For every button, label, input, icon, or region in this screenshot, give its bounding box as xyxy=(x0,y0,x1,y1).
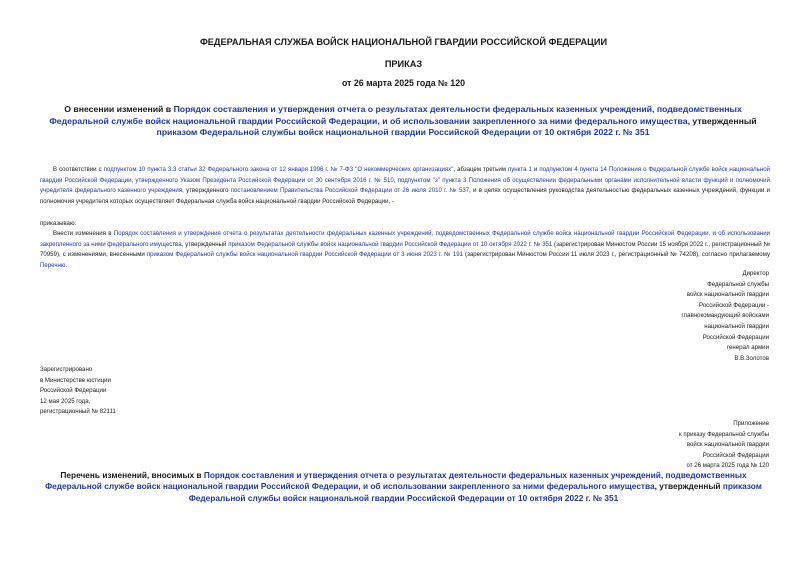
preamble-paragraph xyxy=(40,165,770,207)
preamble-text: , xyxy=(393,176,398,184)
signature-block xyxy=(629,269,769,364)
signature-line: войск национальной гвардии xyxy=(686,291,769,299)
appendix-line: войск национальной гвардии xyxy=(686,441,769,449)
operative-text: (зарегистрирован Минюстом России 11 июля 2023 г., регистрационный № 74208), согласно прилагаемому xyxy=(463,251,770,259)
signature-line: Российской Федерации xyxy=(702,333,769,341)
operative-text: (зарегистрирован Минюстом России 15 ноября 2022 г., регистрационный № 70959), с изменениями, внесенными xyxy=(40,240,770,259)
appendix-line: Приложение xyxy=(733,420,769,427)
list-of-changes-title xyxy=(40,470,767,504)
order-verb: приказываю: xyxy=(40,220,77,227)
registration-line: Российской Федерации xyxy=(40,387,107,395)
preamble-text: и xyxy=(531,166,540,173)
operative-text: . xyxy=(65,261,68,269)
list-title-link-procedure[interactable]: Порядок составления и утверждения отчета о результатах деятельности федеральных казенных учреждений, подведомственных Федеральной службе войск национальной гвардии Российской Федерации, и об использовании закрепленного за ними федерального имущества xyxy=(45,470,747,492)
link-order-191[interactable]: приказом Федеральной службы войск национальной гвардии Российской Федерации от 3 июня 2023 г. № 191 xyxy=(146,251,464,259)
link-regulation-founder-functions[interactable]: подпунктом "з" пункта 3 Положения об осуществлении федеральными органами исполнительной власти функций и полномочий учредителя федерального казенного учреждения xyxy=(40,176,770,195)
appendix-line: Российской Федерации xyxy=(702,451,769,459)
organization-heading: ФЕДЕРАЛЬНАЯ СЛУЖБА ВОЙСК НАЦИОНАЛЬНОЙ ГВАРДИИ РОССИЙСКОЙ ФЕДЕРАЦИИ xyxy=(199,37,608,47)
preamble-text: В соответствии с xyxy=(53,166,104,173)
link-point-1[interactable]: пункта 1 xyxy=(507,166,532,173)
appendix-line: от 26 марта 2025 года № 120 xyxy=(686,462,769,470)
link-list-of-changes[interactable]: Перечню xyxy=(40,261,66,269)
signatory-name: В.В.Золотов xyxy=(734,354,769,362)
link-order-351[interactable]: приказом Федеральной службы войск национальной гвардии Российской Федерации от 10 октября 2022 г. № 351 xyxy=(228,240,553,248)
registration-line: регистрационный № 82111 xyxy=(40,408,116,416)
appendix-line: к приказу Федеральной службы xyxy=(679,430,769,438)
link-regulation-decree-510[interactable]: подпунктом 4 пункта 14 Положения о Федеральной службе войск национальной гвардии Российской Федерации, утвержденного Указом Президента Российской Федерации от 30 сентября 2016 г. № 510 xyxy=(40,166,771,184)
signature-line: главнокомандующий войсками xyxy=(681,312,769,320)
operative-paragraph xyxy=(40,229,770,271)
title-middle: , утвержденный xyxy=(687,115,757,126)
signature-line: национальной гвардии xyxy=(704,322,769,330)
document-type-heading: ПРИКАЗ xyxy=(384,59,423,69)
operative-text: , утвержденный xyxy=(181,240,229,248)
title-link-order-351[interactable]: приказом Федеральной службы войск национальной гвардии Российской Федерации от 10 октября 2022 г. № 351 xyxy=(156,127,650,137)
title-prefix: О внесении изменений в xyxy=(64,104,174,114)
order-date-number: от 26 марта 2025 года № 120 xyxy=(342,78,465,88)
list-title-middle: , утвержденный xyxy=(654,481,723,492)
appendix-block xyxy=(609,419,769,472)
preamble-text: , абзацем третьим xyxy=(453,166,508,173)
title-link-procedure[interactable]: Порядок составления и утверждения отчета о результатах деятельности федеральных казенных учреждений, подведомственных Федеральной службе войск национальной гвардии Российской Федерации, и об использовании закрепленного за ними федерального имущества xyxy=(49,104,742,126)
list-title-prefix: Перечень изменений, вносимых в xyxy=(60,470,204,480)
link-procedure[interactable]: Порядок составления и утверждения отчета о результатах деятельности федеральных казенных учреждений, подведомственных Федеральной службе войск национальной гвардии Российской Федерации, и об использовании закрепленного за ними федерального имущества xyxy=(40,230,771,248)
preamble-text: , и в целях осуществления руководства деятельностью федеральных казенных учреждений, функции и полномочия учредителя которых осуществляет Федеральная служба войск национальной гвардии Российской Федерации, - xyxy=(40,187,770,205)
registration-line: 12 мая 2025 года, xyxy=(40,397,91,405)
signature-line: Федеральной службы xyxy=(707,280,769,288)
operative-text: Внести изменения в xyxy=(53,230,114,237)
signature-line: генерал армии xyxy=(726,344,769,352)
list-title-link-order-351[interactable]: приказом Федеральной службы войск национальной гвардии Российской Федерации от 10 октября 2022 г. № 351 xyxy=(188,481,762,503)
registration-line: в Министерстве юстиции xyxy=(40,376,111,384)
signature-line: Российской Федерации - xyxy=(699,301,769,309)
link-government-resolution-537[interactable]: постановлением Правительства Российской Федерации от 26 июля 2010 г. № 537 xyxy=(230,187,470,195)
link-federal-law-7fz[interactable]: подпунктом 10 пункта 3.3 статьи 32 Федерального закона от 12 января 1996 г. № 7-ФЗ "О некоммерческих организациях" xyxy=(103,166,454,173)
order-title xyxy=(34,104,772,139)
registration-line: Зарегистрировано xyxy=(40,366,93,373)
preamble-text: , утвержденного xyxy=(182,187,231,195)
registration-block xyxy=(40,365,180,418)
signature-line: Директор xyxy=(742,270,769,277)
